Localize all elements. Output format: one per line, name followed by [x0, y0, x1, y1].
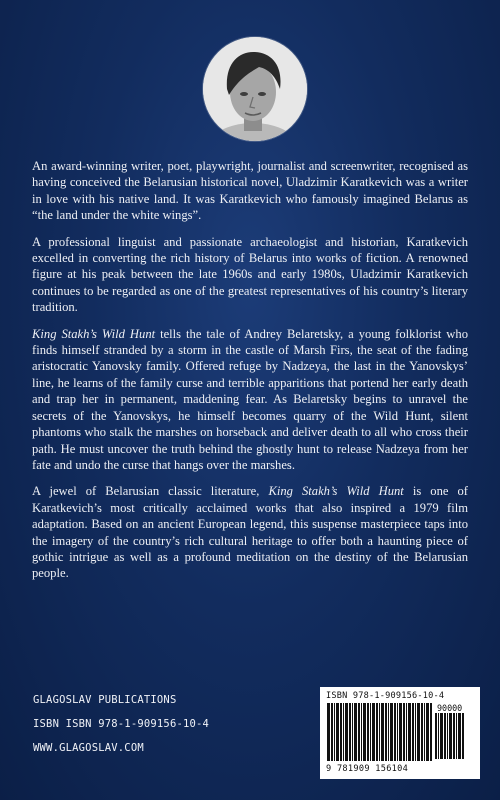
barcode-bar	[349, 703, 351, 761]
publisher-website: WWW.GLAGOSLAV.COM	[33, 742, 144, 754]
barcode-bar	[343, 703, 344, 761]
description-paragraph	[32, 483, 468, 581]
barcode-bar	[421, 703, 423, 761]
barcode-bar	[390, 703, 393, 761]
barcode-addon-label: 90000	[437, 703, 463, 713]
barcode-bar	[458, 713, 461, 759]
barcode-bar	[417, 703, 420, 761]
barcode-bar	[367, 703, 369, 761]
book-title-italic: King Stakh’s Wild Hunt	[32, 326, 156, 341]
book-description	[32, 158, 468, 592]
barcode-bar	[358, 703, 360, 761]
barcode-bar	[327, 703, 330, 761]
description-paragraph	[32, 234, 468, 316]
barcode-bar	[372, 703, 375, 761]
paragraph-text: is one of Karatkevich’s most critically acclaimed works that also inspired a 1979 film adaptation. Based on an ancient European legend, this suspense masterpiece taps into the imagery of the country’s rich cultural heritage to offer both a haunting piece of gothic intrigue as well as a profound meditation on the destiny of the Belarusian people.	[32, 484, 468, 581]
barcode-bar	[426, 703, 429, 761]
barcode-bar	[381, 703, 384, 761]
barcode-digits: 9 781909 156104	[326, 764, 409, 774]
description-paragraph	[32, 326, 468, 474]
barcode-bar	[412, 703, 414, 761]
barcode-bar	[444, 713, 446, 759]
paragraph-text: tells the tale of Andrey Belaretsky, a young folklorist who finds himself stranded by a storm in the castle of Marsh Firs, the seat of the fading aristocratic Yanovsky family. Offered refuge by Nadzeya, the last in the Yanovskys’ line, he learns of the family curse and terrible apparitions that portend her early death and trap her in permanent, maddening fear. As Belaretsky begins to unravel the secrets of the Yanovskys, he himself becomes quarry of the Wild Hunt, silent phantoms who stalk the marshes on horseback and deliver death to all who cross their path. He must uncover the truth behind the ghostly hunt to release Nadzeya from her fate and undo the curse that hangs over the marshes.	[32, 326, 468, 472]
barcode-bar	[388, 703, 389, 761]
barcode-bar	[394, 703, 396, 761]
barcode-bar	[453, 713, 455, 759]
publisher-isbn: ISBN ISBN 978-1-909156-10-4	[33, 718, 210, 730]
book-title-italic: King Stakh’s Wild Hunt	[268, 484, 404, 499]
barcode-bar	[361, 703, 362, 761]
barcode-bar	[399, 703, 402, 761]
barcode-bar	[354, 703, 357, 761]
barcode-bar	[435, 713, 437, 759]
paragraph-text: A jewel of Belarusian classic literature,	[32, 484, 269, 499]
barcode-bar	[449, 713, 452, 759]
barcode-bar	[408, 703, 411, 761]
barcode-bar	[438, 713, 439, 759]
barcode-bar	[334, 703, 335, 761]
barcode-bar	[462, 713, 464, 759]
publisher-info	[33, 688, 209, 760]
barcode-bar	[406, 703, 407, 761]
author-portrait-image	[203, 37, 307, 141]
barcode-bar	[345, 703, 348, 761]
barcode-bar	[363, 703, 366, 761]
barcode-bar	[331, 703, 333, 761]
barcode-bar	[430, 703, 432, 761]
barcode-addon-bars	[434, 713, 466, 759]
barcode-bar	[456, 713, 457, 759]
author-portrait	[203, 37, 307, 141]
barcode-bar	[352, 703, 353, 761]
isbn-barcode	[320, 687, 480, 779]
barcode-bar	[424, 703, 425, 761]
barcode-bar	[447, 713, 448, 759]
barcode-bar	[415, 703, 416, 761]
barcode-bar	[370, 703, 371, 761]
barcode-bar	[385, 703, 387, 761]
barcode-bar	[376, 703, 378, 761]
barcode-bar	[440, 713, 443, 759]
description-paragraph	[32, 158, 468, 224]
barcode-bar	[379, 703, 380, 761]
publisher-name: GLAGOSLAV PUBLICATIONS	[33, 694, 177, 706]
paragraph-text: A professional linguist and passionate archaeologist and historian, Karatkevich excelled in converting the rich history of Belarus into works of fiction. A renowned figure at his peak between the late 1960s and early 1980s, Uladzimir Karatkevich continues to be regarded as one of the greatest representatives of his country’s literary tradition.	[32, 234, 468, 315]
barcode-bar	[340, 703, 342, 761]
paragraph-text: An award-winning writer, poet, playwright, journalist and screenwriter, recognised as having conceived the Belarusian historical novel, Uladzimir Karatkevich was a writer in love with his native land. It was Karatkevich who famously imagined Belarus as “the land under the white wings”.	[32, 159, 468, 223]
barcode-isbn-line: ISBN 978-1-909156-10-4	[326, 691, 445, 701]
barcode-bar	[403, 703, 405, 761]
barcode-bars	[326, 703, 434, 761]
barcode-bar	[336, 703, 339, 761]
barcode-bar	[397, 703, 398, 761]
